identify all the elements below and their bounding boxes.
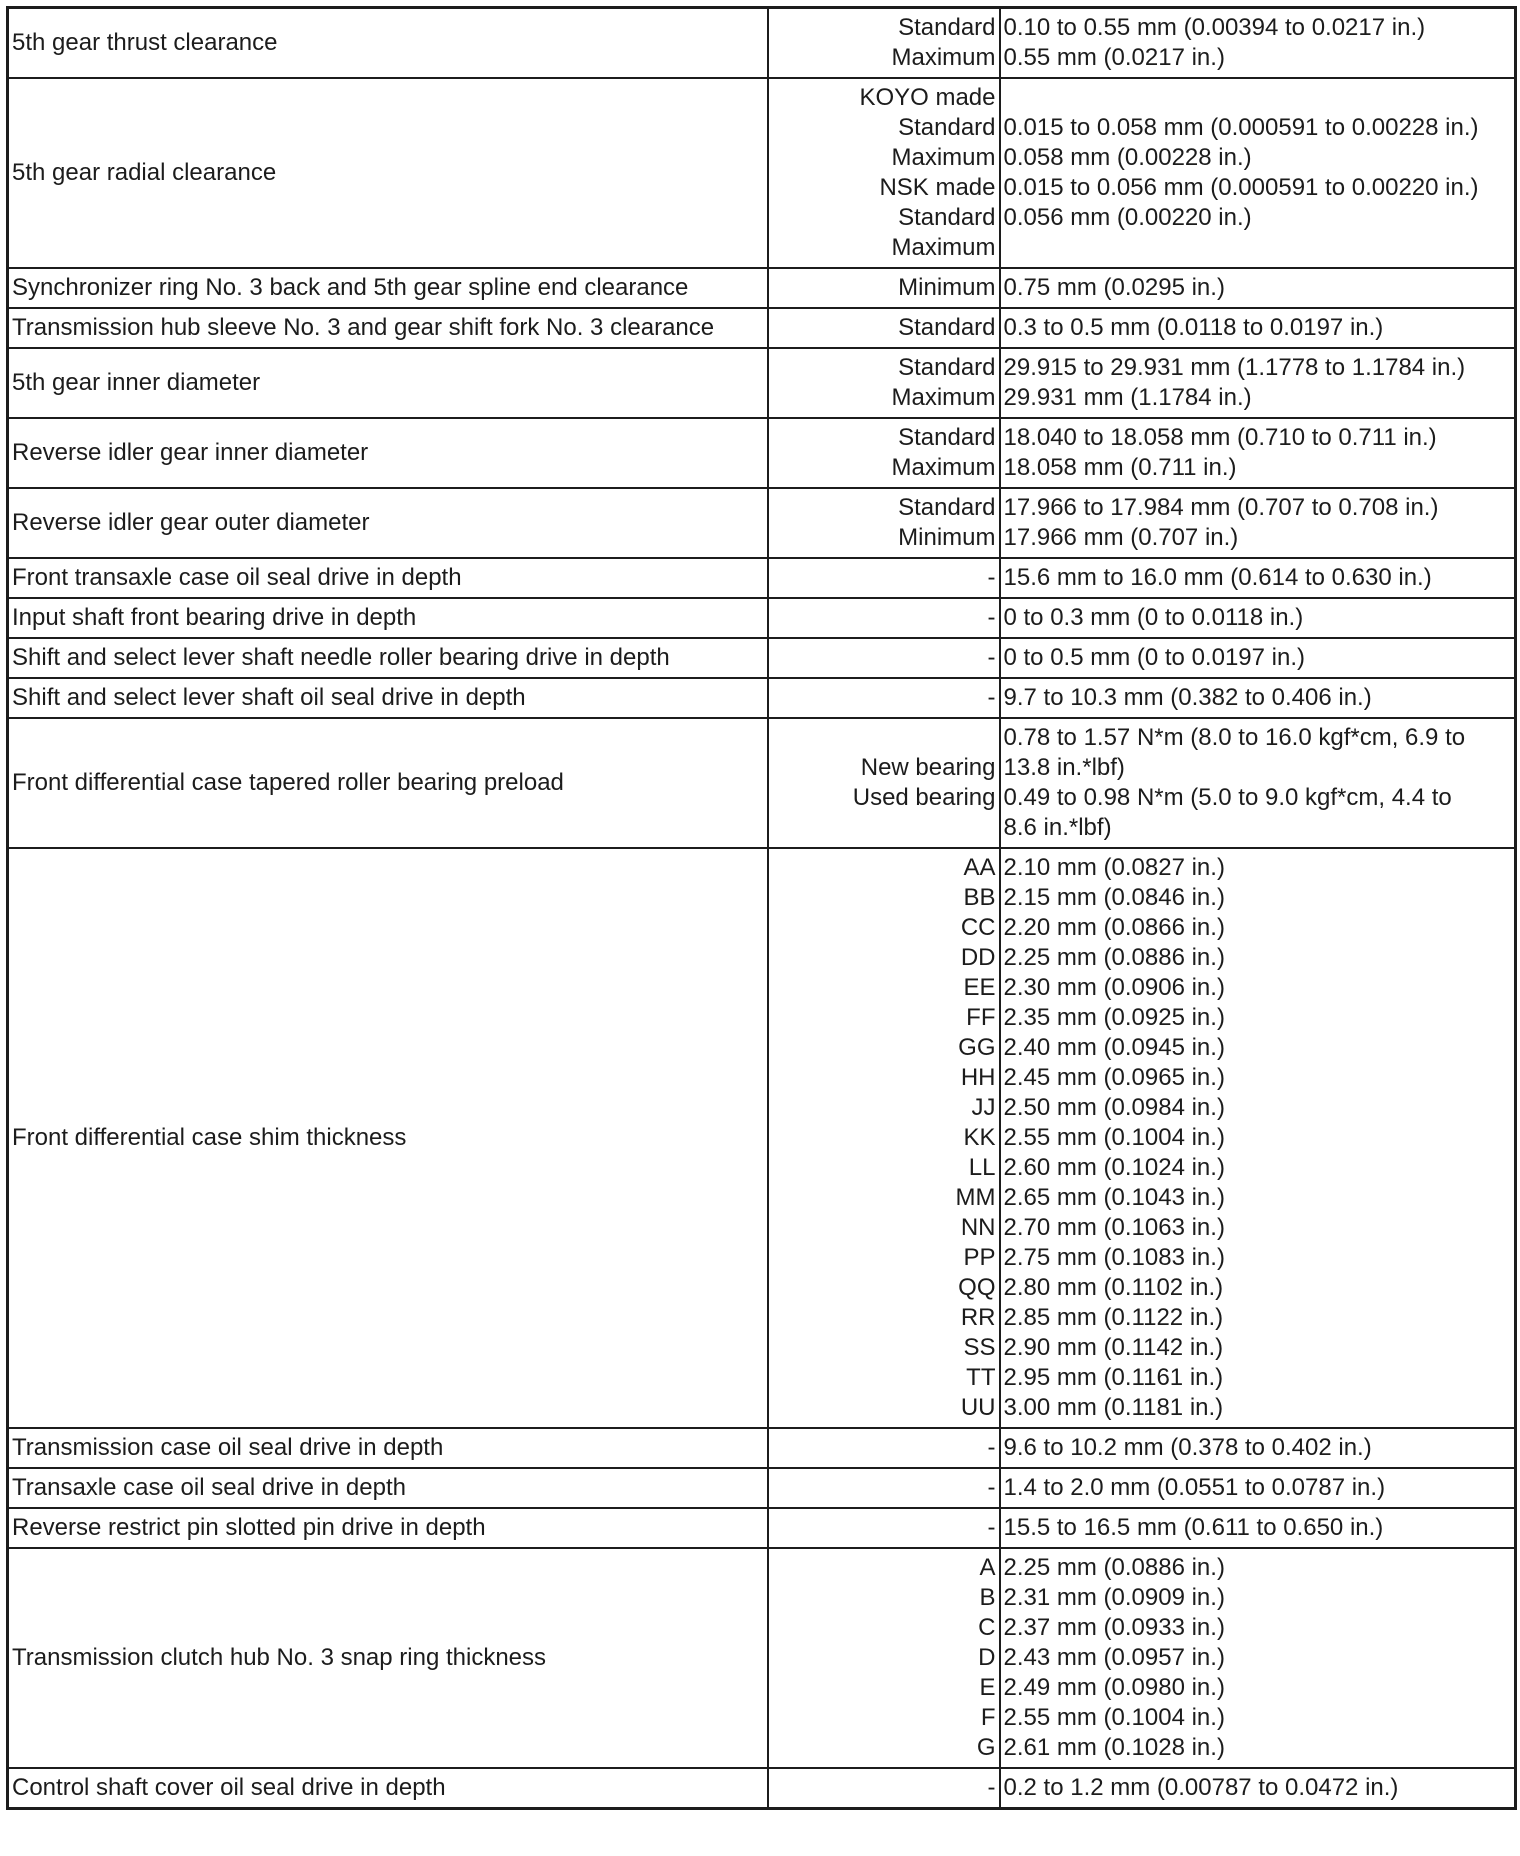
item-name-cell: Front transaxle case oil seal drive in depth xyxy=(8,558,768,598)
condition-cell xyxy=(768,268,1000,308)
condition-label: KOYO made xyxy=(859,84,996,111)
condition-label: Maximum xyxy=(891,234,996,261)
spec-value: 0.015 to 0.058 mm (0.000591 to 0.00228 in.) xyxy=(1003,114,1479,141)
condition-label: - xyxy=(987,564,996,591)
item-name-cell: Reverse restrict pin slotted pin drive in depth xyxy=(8,1508,768,1548)
item-name-cell: Shift and select lever shaft oil seal drive in depth xyxy=(8,678,768,718)
spec-value: 0.015 to 0.056 mm (0.000591 to 0.00220 in.) xyxy=(1003,174,1479,201)
spec-value-cell xyxy=(1000,598,1516,638)
item-name-cell: Input shaft front bearing drive in depth xyxy=(8,598,768,638)
item-name-cell: 5th gear radial clearance xyxy=(8,78,768,268)
table-row xyxy=(8,848,1516,1428)
table-row xyxy=(8,638,1516,678)
spec-value: 2.30 mm (0.0906 in.) xyxy=(1003,974,1225,1001)
condition-cell xyxy=(768,1508,1000,1548)
condition-label: Standard xyxy=(898,204,996,231)
condition-cell xyxy=(768,1548,1000,1768)
condition-label: PP xyxy=(963,1244,996,1271)
spec-value: 2.61 mm (0.1028 in.) xyxy=(1003,1734,1225,1761)
table-row xyxy=(8,8,1516,79)
condition-label: AA xyxy=(963,854,996,881)
spec-value-cell xyxy=(1000,308,1516,348)
spec-value-cell xyxy=(1000,558,1516,598)
spec-value xyxy=(1004,233,1512,263)
condition-label: Maximum xyxy=(891,454,996,481)
spec-value-cell xyxy=(1000,268,1516,308)
condition-cell xyxy=(768,1768,1000,1809)
spec-value: 18.040 to 18.058 mm (0.710 to 0.711 in.) xyxy=(1003,424,1437,451)
table-row xyxy=(8,308,1516,348)
item-name-cell: Reverse idler gear inner diameter xyxy=(8,418,768,488)
condition-label: G xyxy=(976,1734,996,1761)
condition-label: - xyxy=(987,1514,996,1541)
condition-label: Maximum xyxy=(891,384,996,411)
spec-value: 0.058 mm (0.00228 in.) xyxy=(1003,144,1252,171)
spec-value: 2.49 mm (0.0980 in.) xyxy=(1003,1674,1225,1701)
item-name-cell: Transmission case oil seal drive in depth xyxy=(8,1428,768,1468)
condition-label: New bearing xyxy=(860,754,996,781)
condition-label: RR xyxy=(960,1304,996,1331)
condition-label: SS xyxy=(963,1334,996,1361)
spec-value: 2.60 mm (0.1024 in.) xyxy=(1003,1154,1225,1181)
table-row xyxy=(8,488,1516,558)
condition-label: Used bearing xyxy=(852,784,996,811)
condition-cell xyxy=(768,418,1000,488)
spec-value: 2.10 mm (0.0827 in.) xyxy=(1003,854,1225,881)
table-row xyxy=(8,558,1516,598)
spec-value: 2.75 mm (0.1083 in.) xyxy=(1003,1244,1225,1271)
item-name-cell: Front differential case shim thickness xyxy=(8,848,768,1428)
condition-label: LL xyxy=(968,1154,996,1181)
condition-cell xyxy=(768,848,1000,1428)
spec-value xyxy=(1004,83,1512,113)
spec-sheet xyxy=(6,6,1514,1810)
spec-value: 13.8 in.*lbf) xyxy=(1003,754,1125,781)
spec-value: 2.80 mm (0.1102 in.) xyxy=(1003,1274,1224,1301)
spec-value: 0.55 mm (0.0217 in.) xyxy=(1003,44,1225,71)
condition-label: GG xyxy=(958,1034,996,1061)
spec-value: 29.931 mm (1.1784 in.) xyxy=(1003,384,1252,411)
spec-value: 2.40 mm (0.0945 in.) xyxy=(1003,1034,1225,1061)
table-row xyxy=(8,268,1516,308)
condition-label: Minimum xyxy=(898,274,996,301)
spec-value-cell xyxy=(1000,718,1516,848)
condition-label: - xyxy=(987,644,996,671)
table-row xyxy=(8,1548,1516,1768)
table-row xyxy=(8,1768,1516,1809)
condition-label: Standard xyxy=(898,494,996,521)
spec-value-cell xyxy=(1000,848,1516,1428)
spec-value-cell xyxy=(1000,678,1516,718)
item-name-cell: Transmission clutch hub No. 3 snap ring thickness xyxy=(8,1548,768,1768)
spec-value: 29.915 to 29.931 mm (1.1778 to 1.1784 in.) xyxy=(1003,354,1466,381)
spec-value: 2.15 mm (0.0846 in.) xyxy=(1003,884,1225,911)
condition-label: JJ xyxy=(971,1094,996,1121)
spec-value: 0 to 0.3 mm (0 to 0.0118 in.) xyxy=(1003,604,1304,631)
item-name-cell: 5th gear inner diameter xyxy=(8,348,768,418)
condition-cell xyxy=(768,558,1000,598)
item-name-cell: Front differential case tapered roller bearing preload xyxy=(8,718,768,848)
condition-cell xyxy=(768,488,1000,558)
condition-label: Minimum xyxy=(898,524,996,551)
spec-value: 2.90 mm (0.1142 in.) xyxy=(1003,1334,1224,1361)
condition-label: QQ xyxy=(958,1274,996,1301)
spec-value: 2.85 mm (0.1122 in.) xyxy=(1003,1304,1224,1331)
spec-value: 2.35 mm (0.0925 in.) xyxy=(1003,1004,1225,1031)
condition-cell xyxy=(768,1428,1000,1468)
condition-label xyxy=(772,723,996,753)
condition-label: FF xyxy=(966,1004,996,1031)
spec-value-cell xyxy=(1000,348,1516,418)
condition-label: HH xyxy=(960,1064,996,1091)
condition-cell xyxy=(768,308,1000,348)
spec-value-cell xyxy=(1000,1428,1516,1468)
condition-label: Standard xyxy=(898,114,996,141)
table-row xyxy=(8,348,1516,418)
spec-value-cell xyxy=(1000,1548,1516,1768)
spec-value: 18.058 mm (0.711 in.) xyxy=(1003,454,1237,481)
spec-value-cell xyxy=(1000,488,1516,558)
condition-label: KK xyxy=(963,1124,996,1151)
condition-cell xyxy=(768,8,1000,79)
spec-value: 2.20 mm (0.0866 in.) xyxy=(1003,914,1225,941)
table-row xyxy=(8,1468,1516,1508)
table-row xyxy=(8,718,1516,848)
spec-value: 0 to 0.5 mm (0 to 0.0197 in.) xyxy=(1003,644,1305,671)
condition-label: E xyxy=(979,1674,996,1701)
condition-cell xyxy=(768,78,1000,268)
condition-label: D xyxy=(978,1644,996,1671)
condition-label: Maximum xyxy=(891,144,996,171)
spec-value: 0.056 mm (0.00220 in.) xyxy=(1003,204,1252,231)
condition-label xyxy=(772,813,996,843)
spec-value: 2.43 mm (0.0957 in.) xyxy=(1003,1644,1225,1671)
condition-cell xyxy=(768,598,1000,638)
condition-label: Maximum xyxy=(891,44,996,71)
table-row xyxy=(8,678,1516,718)
spec-value-cell xyxy=(1000,1768,1516,1809)
spec-value: 2.70 mm (0.1063 in.) xyxy=(1003,1214,1225,1241)
condition-cell xyxy=(768,638,1000,678)
item-name-cell: Shift and select lever shaft needle roller bearing drive in depth xyxy=(8,638,768,678)
item-name-cell: Control shaft cover oil seal drive in depth xyxy=(8,1768,768,1809)
condition-label: - xyxy=(987,604,996,631)
spec-value: 9.6 to 10.2 mm (0.378 to 0.402 in.) xyxy=(1003,1434,1372,1461)
specification-table-body xyxy=(8,8,1516,1809)
spec-value: 17.966 to 17.984 mm (0.707 to 0.708 in.) xyxy=(1003,494,1439,521)
spec-value-cell xyxy=(1000,1468,1516,1508)
spec-value: 1.4 to 2.0 mm (0.0551 to 0.0787 in.) xyxy=(1003,1474,1386,1501)
spec-value: 2.25 mm (0.0886 in.) xyxy=(1003,1554,1225,1581)
condition-label: CC xyxy=(960,914,996,941)
spec-value: 9.7 to 10.3 mm (0.382 to 0.406 in.) xyxy=(1003,684,1372,711)
item-name-cell: Synchronizer ring No. 3 back and 5th gear spline end clearance xyxy=(8,268,768,308)
condition-label: - xyxy=(987,1434,996,1461)
spec-value: 0.49 to 0.98 N*m (5.0 to 9.0 kgf*cm, 4.4 to xyxy=(1003,784,1452,811)
spec-value: 0.3 to 0.5 mm (0.0118 to 0.0197 in.) xyxy=(1003,314,1384,341)
condition-label: EE xyxy=(963,974,996,1001)
spec-value-cell xyxy=(1000,638,1516,678)
spec-value-cell xyxy=(1000,1508,1516,1548)
spec-value: 2.55 mm (0.1004 in.) xyxy=(1003,1704,1225,1731)
spec-value: 2.37 mm (0.0933 in.) xyxy=(1003,1614,1225,1641)
table-row xyxy=(8,598,1516,638)
condition-label: Standard xyxy=(898,424,996,451)
condition-label: NN xyxy=(960,1214,996,1241)
condition-label: F xyxy=(980,1704,996,1731)
spec-value: 0.75 mm (0.0295 in.) xyxy=(1003,274,1225,301)
condition-label: BB xyxy=(963,884,996,911)
spec-value: 2.45 mm (0.0965 in.) xyxy=(1003,1064,1225,1091)
condition-label: B xyxy=(979,1584,996,1611)
condition-cell xyxy=(768,678,1000,718)
table-row xyxy=(8,78,1516,268)
spec-value: 17.966 mm (0.707 in.) xyxy=(1003,524,1239,551)
spec-value: 2.50 mm (0.0984 in.) xyxy=(1003,1094,1225,1121)
spec-value: 15.5 to 16.5 mm (0.611 to 0.650 in.) xyxy=(1003,1514,1384,1541)
condition-label: Standard xyxy=(898,314,996,341)
item-name-cell: Reverse idler gear outer diameter xyxy=(8,488,768,558)
condition-label: TT xyxy=(966,1364,996,1391)
condition-label: A xyxy=(979,1554,996,1581)
item-name-cell: Transmission hub sleeve No. 3 and gear shift fork No. 3 clearance xyxy=(8,308,768,348)
spec-value-cell xyxy=(1000,78,1516,268)
condition-label: - xyxy=(987,1774,996,1801)
condition-cell xyxy=(768,718,1000,848)
item-name-cell: 5th gear thrust clearance xyxy=(8,8,768,79)
spec-value-cell xyxy=(1000,418,1516,488)
spec-value: 2.25 mm (0.0886 in.) xyxy=(1003,944,1225,971)
spec-value: 2.55 mm (0.1004 in.) xyxy=(1003,1124,1225,1151)
spec-value: 0.78 to 1.57 N*m (8.0 to 16.0 kgf*cm, 6.9 to xyxy=(1003,724,1466,751)
condition-cell xyxy=(768,348,1000,418)
condition-label: DD xyxy=(960,944,996,971)
specification-table xyxy=(6,6,1517,1810)
spec-value: 2.31 mm (0.0909 in.) xyxy=(1003,1584,1225,1611)
condition-label: - xyxy=(987,684,996,711)
item-name-cell: Transaxle case oil seal drive in depth xyxy=(8,1468,768,1508)
spec-value: 0.10 to 0.55 mm (0.00394 to 0.0217 in.) xyxy=(1003,14,1426,41)
spec-value-cell xyxy=(1000,8,1516,79)
condition-label: UU xyxy=(960,1394,996,1421)
table-row xyxy=(8,418,1516,488)
table-row xyxy=(8,1428,1516,1468)
condition-cell xyxy=(768,1468,1000,1508)
condition-label: NSK made xyxy=(879,174,996,201)
condition-label: C xyxy=(978,1614,996,1641)
spec-value: 0.2 to 1.2 mm (0.00787 to 0.0472 in.) xyxy=(1003,1774,1399,1801)
condition-label: - xyxy=(987,1474,996,1501)
spec-value: 2.65 mm (0.1043 in.) xyxy=(1003,1184,1225,1211)
table-row xyxy=(8,1508,1516,1548)
condition-label: Standard xyxy=(898,354,996,381)
spec-value: 8.6 in.*lbf) xyxy=(1003,814,1112,841)
condition-label: Standard xyxy=(898,14,996,41)
spec-value: 2.95 mm (0.1161 in.) xyxy=(1003,1364,1224,1391)
spec-value: 3.00 mm (0.1181 in.) xyxy=(1003,1394,1224,1421)
spec-value: 15.6 mm to 16.0 mm (0.614 to 0.630 in.) xyxy=(1003,564,1432,591)
condition-label: MM xyxy=(955,1184,996,1211)
